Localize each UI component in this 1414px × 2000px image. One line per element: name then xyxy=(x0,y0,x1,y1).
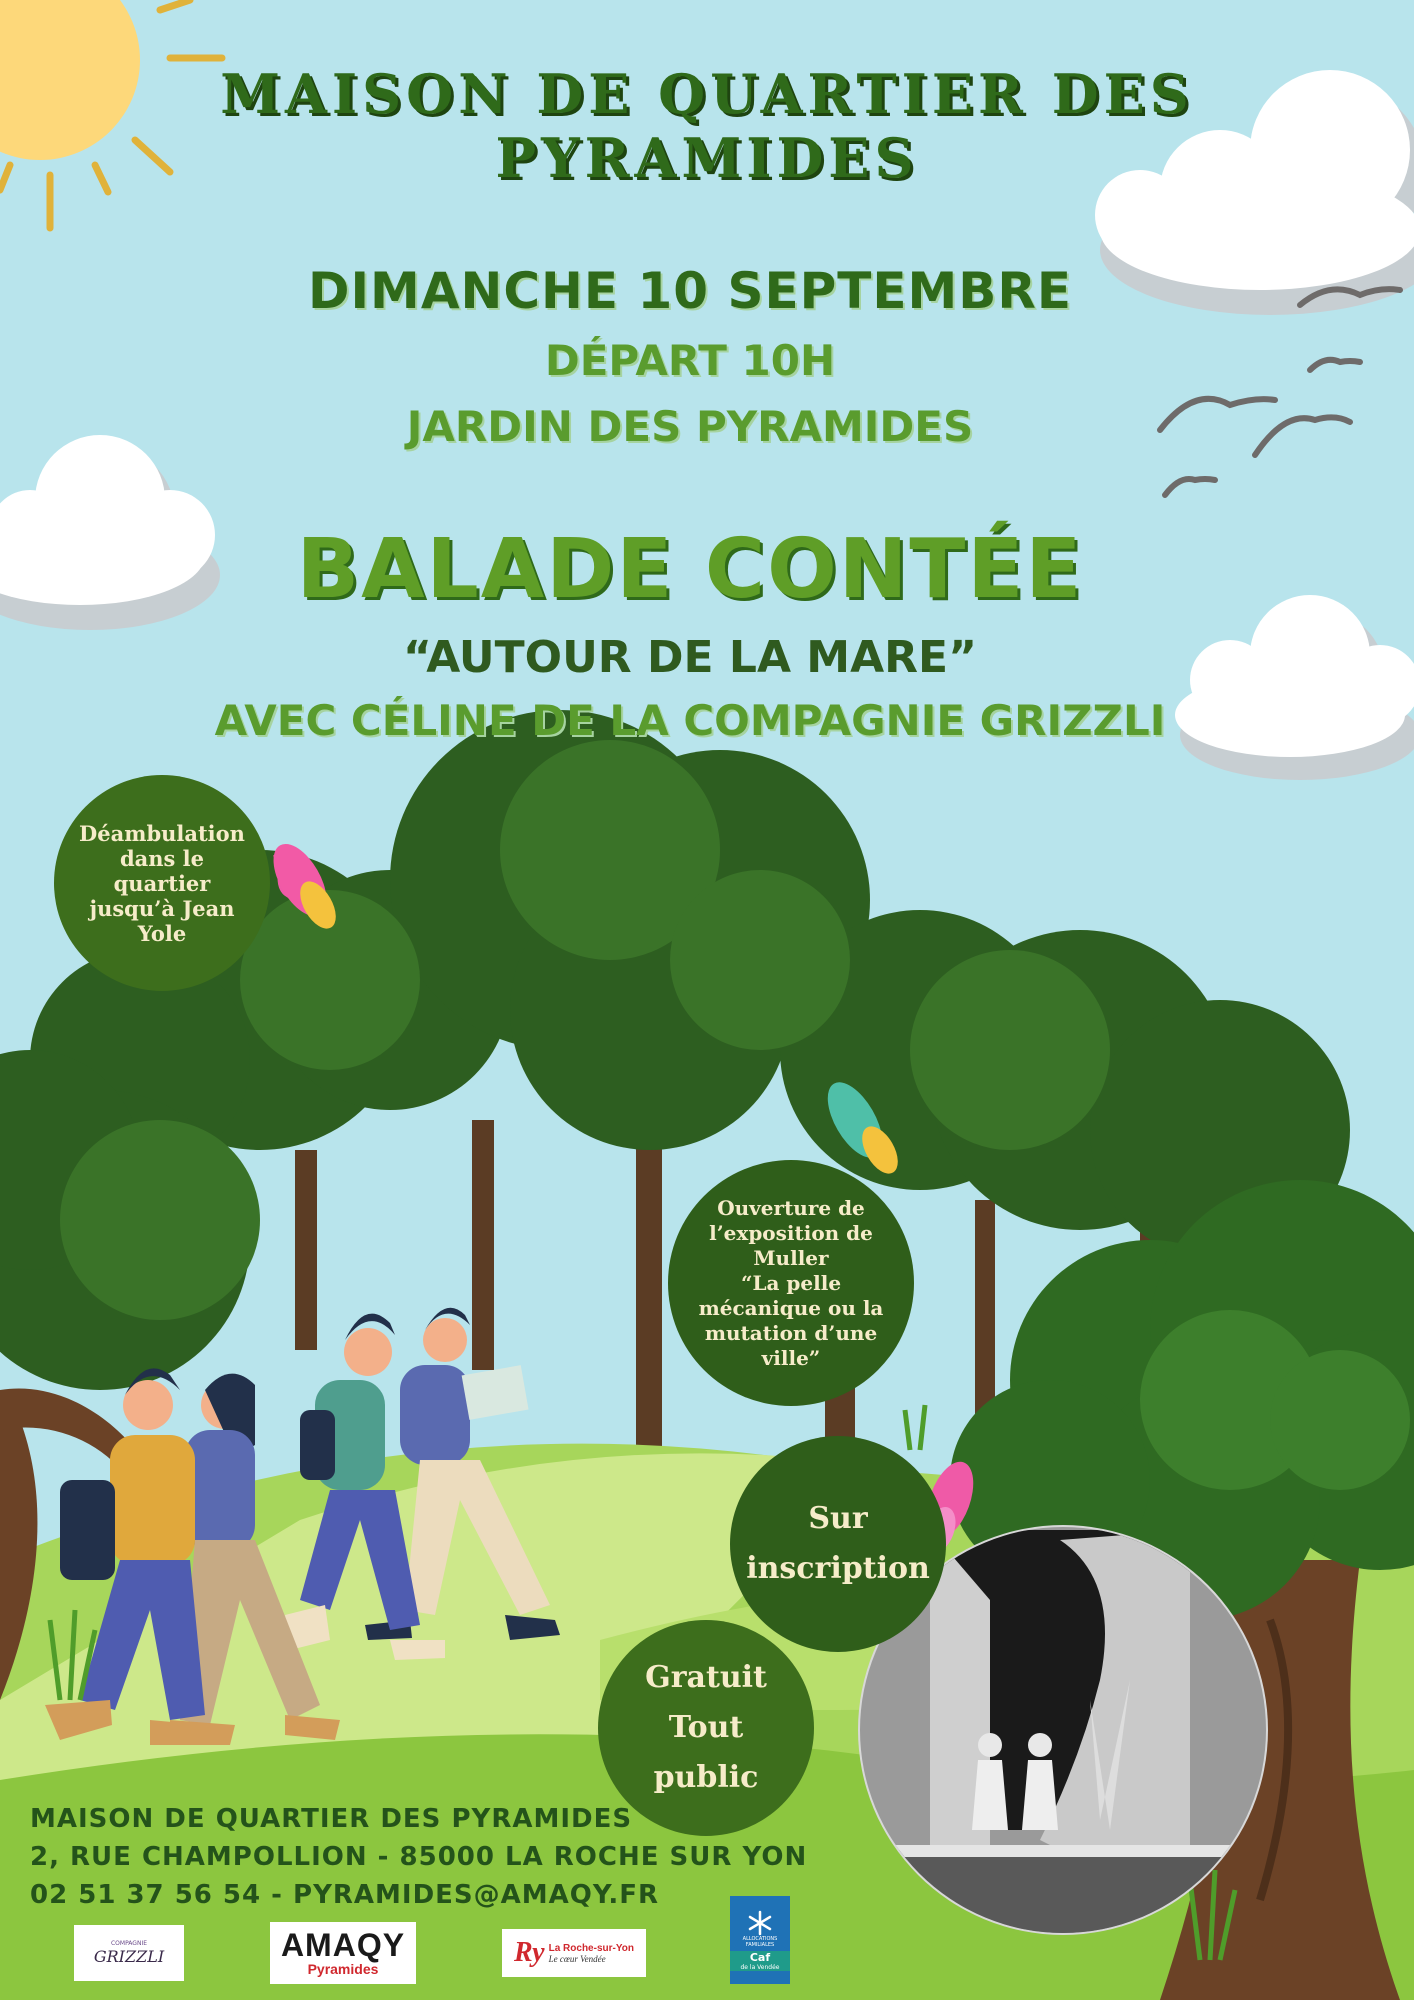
event-date: DIMANCHE 10 SEPTEMBRE xyxy=(307,262,1073,320)
ry-logo-mark: Ry xyxy=(514,1937,545,1968)
departure-time: DÉPART 10H xyxy=(544,336,836,385)
grizzli-logo-text: GRIZZLI xyxy=(93,1947,165,1966)
amaqy-logo-text: AMAQY xyxy=(280,1927,406,1963)
header-title: MAISON DE QUARTIER DES PYRAMIDES xyxy=(220,62,1194,190)
amaqy-logo-subtext: Pyramides xyxy=(307,1961,379,1977)
ry-logo-name: La Roche-sur-Yon xyxy=(548,1942,634,1954)
meeting-place: JARDIN DES PYRAMIDES xyxy=(406,402,974,451)
footer-venue: MAISON DE QUARTIER DES PYRAMIDES xyxy=(30,1804,633,1834)
footer-contact: 02 51 37 56 54 - PYRAMIDES@AMAQY.FR xyxy=(30,1880,660,1910)
bubble-line: inscription xyxy=(746,1551,930,1586)
bubble-line: mutation d’une xyxy=(704,1320,878,1345)
bubble-line: public xyxy=(653,1760,759,1795)
ry-logo-tagline: Le cœur Vendée xyxy=(548,1953,606,1964)
birds-icon xyxy=(1160,289,1400,495)
bubble-line: quartier xyxy=(113,870,211,896)
caf-logo-subtext: de la Vendée xyxy=(740,1963,780,1971)
snowflake-icon xyxy=(745,1910,775,1936)
ry-logo-text-group xyxy=(549,1943,634,1964)
bubble-line: Gratuit xyxy=(645,1660,767,1695)
event-title: BALADE CONTÉE xyxy=(296,522,1084,617)
cloud-icon xyxy=(1175,595,1414,780)
bubble-line: dans le xyxy=(119,845,204,871)
footer-address: 2, RUE CHAMPOLLION - 85000 LA ROCHE SUR YON xyxy=(30,1842,808,1872)
bubble-line: ville” xyxy=(761,1345,821,1370)
event-subtitle: “AUTOUR DE LA MARE” xyxy=(402,632,978,683)
bubble-line: Yole xyxy=(137,920,187,946)
caf-logo-band xyxy=(730,1951,790,1971)
caf-logo-top-text: ALLOCATIONS FAMILIALES xyxy=(742,1935,778,1948)
exhibition-bubble xyxy=(668,1160,914,1406)
la-roche-sur-yon-logo xyxy=(502,1929,646,1977)
bubble-line: Tout xyxy=(668,1710,744,1745)
bubble-line: Ouverture de xyxy=(717,1195,865,1220)
caf-logo-text: Caf xyxy=(749,1950,771,1964)
grizzli-logo xyxy=(74,1925,184,1981)
bubble-line: l’exposition de xyxy=(709,1220,873,1245)
deambulation-bubble xyxy=(54,775,270,991)
bubble-line: Muller xyxy=(753,1245,829,1270)
event-performer: AVEC CÉLINE DE LA COMPAGNIE GRIZZLI xyxy=(214,696,1166,745)
bubble-line: “La pelle xyxy=(740,1270,842,1295)
bubble-line: Sur xyxy=(808,1501,868,1536)
bubble-line: jusqu’à Jean xyxy=(89,895,235,921)
registration-bubble xyxy=(730,1436,946,1652)
bubble-line: Déambulation xyxy=(79,820,245,846)
caf-logo xyxy=(730,1896,790,1984)
grizzli-logo-small-text: COMPAGNIE xyxy=(110,1940,148,1947)
bubble-line: mécanique ou la xyxy=(698,1295,884,1320)
amaqy-logo xyxy=(270,1922,416,1984)
